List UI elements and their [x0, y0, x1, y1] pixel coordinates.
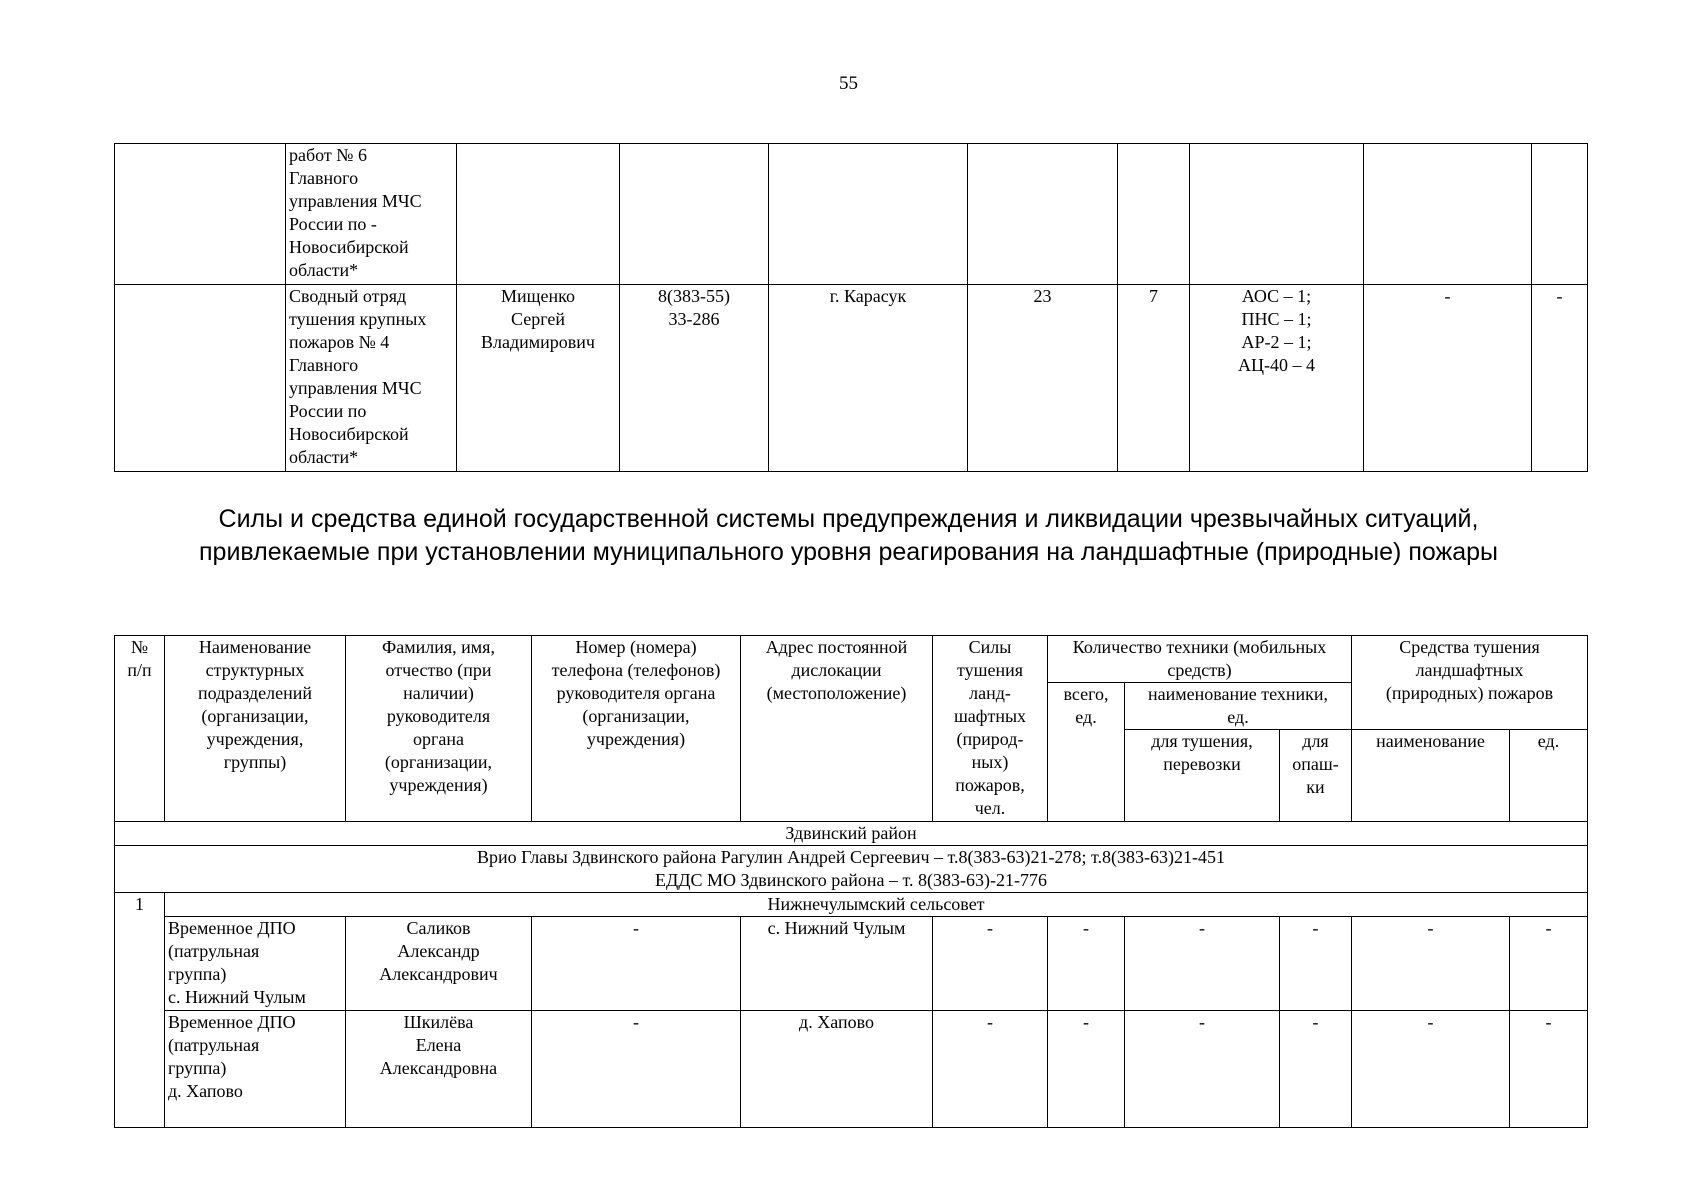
phone: - — [532, 917, 741, 1011]
section-title-line: привлекаемые при установлении муниципального уровня реагирования на ландшафтные (природные) пожары — [199, 538, 1498, 566]
header-address: Адрес постоянной дислокации (местоположение) — [741, 636, 933, 822]
section-number: 1 — [115, 893, 165, 1128]
head-name: Шкилёва Елена Александровна — [346, 1011, 532, 1128]
phone: - — [532, 1011, 741, 1128]
header-for-plowing: для опаш- ки — [1280, 730, 1352, 822]
table-row — [115, 285, 1588, 472]
address: г. Карасук — [769, 285, 968, 472]
table-row — [115, 917, 1588, 1011]
district-row — [115, 822, 1588, 846]
means-unit: - — [1532, 285, 1588, 472]
head-name: Саликов Александр Александрович — [346, 917, 532, 1011]
top-table — [114, 143, 1588, 472]
district-contacts: Врио Главы Здвинского района Рагулин Андрей Сергеевич – т.8(383-63)21-278; т.8(383-63)21-451 ЕДДС МО Здвинского района – т. 8(383-63)-21-776 — [115, 846, 1588, 893]
phone: 8(383-55) 33-286 — [620, 285, 769, 472]
section-title — [0, 503, 1697, 569]
page-number: 55 — [839, 73, 858, 94]
main-table — [114, 635, 1588, 1128]
means-name: - — [1364, 285, 1532, 472]
header-head-name: Фамилия, имя, отчество (при наличии) руководителя органа (организации, учреждения) — [346, 636, 532, 822]
vehicles-total: - — [1048, 1011, 1125, 1128]
header-total: всего, ед. — [1048, 683, 1125, 822]
table-row — [115, 144, 1588, 285]
header-unit-name: Наименование структурных подразделений (организации, учреждения, группы) — [165, 636, 346, 822]
vehicles-plowing: - — [1280, 1011, 1352, 1128]
section-row — [115, 893, 1588, 917]
header-means-unit: ед. — [1510, 730, 1588, 822]
header-for-fighting: для тушения, перевозки — [1125, 730, 1280, 822]
header-forces: Силы тушения ланд- шафтных (природ- ных) пожаров, чел. — [933, 636, 1048, 822]
address: д. Хапово — [741, 1011, 933, 1128]
forces-count: 23 — [968, 285, 1118, 472]
unit-name: работ № 6 Главного управления МЧС России по - Новосибирской области* — [286, 144, 457, 285]
header-vehicles-group: Количество техники (мобильных средств) — [1048, 636, 1352, 683]
means-name: - — [1352, 1011, 1510, 1128]
means-unit: - — [1510, 917, 1588, 1011]
section-name: Нижнечулымский сельсовет — [165, 893, 1588, 917]
header-means-group: Средства тушения ландшафтных (природных) пожаров — [1352, 636, 1588, 730]
unit-name: Временное ДПО (патрульная группа) с. Нижний Чулым — [165, 917, 346, 1011]
address: с. Нижний Чулым — [741, 917, 933, 1011]
table-row — [115, 1011, 1588, 1128]
vehicles-plowing: - — [1280, 917, 1352, 1011]
district-contacts-row — [115, 846, 1588, 893]
vehicles-fighting: - — [1125, 1011, 1280, 1128]
vehicle-list: АОС – 1; ПНС – 1; АР-2 – 1; АЦ-40 – 4 — [1190, 285, 1364, 472]
header-vehicle-names: наименование техники, ед. — [1125, 683, 1352, 730]
means-unit: - — [1510, 1011, 1588, 1128]
forces-count: - — [933, 917, 1048, 1011]
vehicles-total: 7 — [1118, 285, 1190, 472]
vehicles-total: - — [1048, 917, 1125, 1011]
head-name: Мищенко Сергей Владимирович — [457, 285, 620, 472]
forces-count: - — [933, 1011, 1048, 1128]
unit-name: Временное ДПО (патрульная группа) д. Хапово — [165, 1011, 346, 1128]
district-name: Здвинский район — [115, 822, 1588, 846]
header-num: № п/п — [115, 636, 165, 822]
header-row — [115, 636, 1588, 683]
header-phone: Номер (номера) телефона (телефонов) руководителя органа (организации, учреждения) — [532, 636, 741, 822]
section-title-line: Силы и средства единой государственной системы предупреждения и ликвидации чрезвычайных ситуаций, — [218, 505, 1479, 533]
means-name: - — [1352, 917, 1510, 1011]
unit-name: Сводный отряд тушения крупных пожаров № 4 Главного управления МЧС России по Новосибирской области* — [286, 285, 457, 472]
vehicles-fighting: - — [1125, 917, 1280, 1011]
header-means-name: наименование — [1352, 730, 1510, 822]
